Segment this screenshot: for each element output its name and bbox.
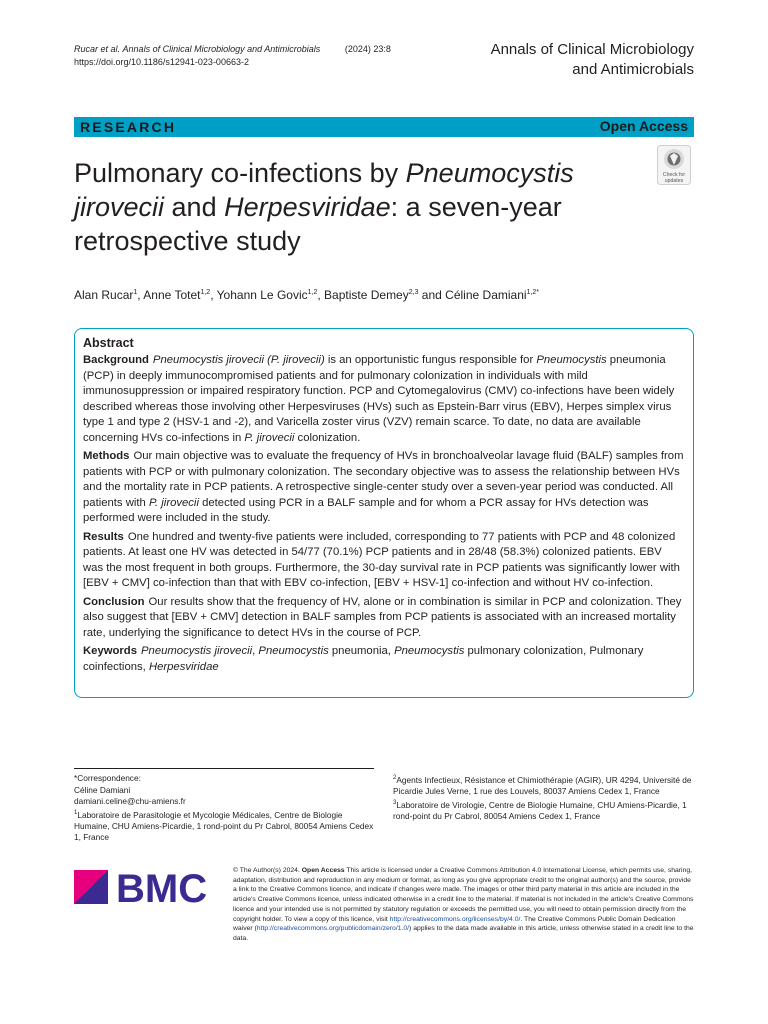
check-updates-line2: updates — [664, 178, 684, 184]
abstract-box — [74, 328, 694, 698]
footnotes-right — [393, 773, 693, 823]
abstract-background: Background Pneumocystis jirovecii (P. jirovecii) is an opportunistic fungus responsible for Pneumocystis pneumonia (PCP) in deeply immunocompromised patients and for pulmonary colonization in individuals with mild immunosuppression or impaired respiratory function. PCP and Cytomegalovirus (CMV) co-infections have been widely described whereas those involving other Herpesviruses (HVs) such as Epstein-Barr virus (EBV), Herpes simplex virus type 1 and type 2 (HSV-1 and -2), and Varicella zoster virus (VZV) remain scarce. To date, no data are available concerning HVs co-infections in P. jirovecii colonization. — [83, 354, 675, 444]
title-part2: and — [164, 192, 225, 222]
check-for-updates-badge[interactable] — [657, 145, 691, 185]
correspondence-label: *Correspondence: — [74, 773, 141, 783]
title-part3: : a seven-year retrospective study — [74, 192, 562, 256]
bmc-logo-icon — [74, 868, 214, 908]
author-2[interactable]: Anne Totet$^{1,2}$ — [143, 288, 211, 302]
title-italic2: Herpesviridae — [224, 192, 391, 222]
affiliation-2: $^2$Agents Infectieux, Résistance et Chimiothérapie (AGIR), UR 4294, Université de Picardie Jules Verne, 1 rue des Louvels, 80037 Amiens Cedex 1, France — [393, 774, 692, 797]
journal-name-line2: and Antimicrobials — [572, 61, 694, 78]
affiliation-3: $^3$Laboratoire de Virologie, Centre de Biologie Humaine, CHU Amiens-Picardie, 1 rond-point du Pr Cabrol, 80054 Amiens Cedex 1, France — [393, 799, 687, 822]
citation-journal: Annals of Clinical Microbiology and Antimicrobials — [122, 44, 321, 54]
license-link-by[interactable]: http://creativecommons.org/licenses/by/4.0/ — [389, 915, 521, 923]
author-1[interactable]: Alan Rucar$^1$ — [74, 288, 138, 302]
correspondence-email[interactable]: damiani.celine@chu-amiens.fr — [74, 796, 186, 806]
correspondence-name: Céline Damiani — [74, 784, 131, 795]
citation-header — [74, 43, 391, 69]
citation-authors: Rucar et al. — [74, 44, 121, 54]
abstract-results: Results One hundred and twenty-five patients were included, corresponding to 77 patients with PCP and 48 colonized patients. At least one HV was detected in 54/77 (70.1%) PCP patients and in 28/48 (58.3%) colonized patients. EBV was the most frequent in both groups. Furthermore, the 30-day survival rate in PCP patients was significantly lower with [EBV + CMV] co-infection than that with EBV co-infection, [EBV + HSV-1] co-infection and without HV co-infection. — [83, 530, 680, 589]
footnotes-left — [74, 773, 374, 844]
abstract-conclusion: Conclusion Our results show that the frequency of HV, alone or in combination is similar in PCP and colonization. They also suggest that [EBV + CMV] detection in BALF samples from PCP patients is associated with an increased mortality rate, underlying the significance to detect HVs in the course of PCP. — [83, 595, 682, 639]
abstract-methods: Methods Our main objective was to evaluate the frequency of HVs in bronchoalveolar lavage fluid (BALF) samples from patients with PCP or with pulmonary colonization. The secondary objective was to assess the relationship between HVs and the mortality rate in PCP patients. A retrospective single-center study over a seven-year period was conducted. All patients with P. jirovecii detected using PCR in a BALF sample and for whom a PCR assay for HVs detection was performed were included in the study. — [83, 450, 684, 524]
author-list: Alan Rucar$^1$, Anne Totet$^{1,2}$, Yohann Le Govic$^{1,2}$, Baptiste Demey$^{2,3}$ and Céline Damiani$^{1,2*}$ — [74, 288, 540, 302]
journal-name — [491, 40, 694, 80]
open-access-label: Open Access — [599, 118, 688, 134]
bmc-logo-text: BMC — [116, 868, 208, 908]
journal-name-line1: Annals of Clinical Microbiology — [490, 41, 694, 58]
bmc-logo — [74, 868, 214, 908]
footnote-divider — [74, 768, 374, 769]
author-3[interactable]: Yohann Le Govic$^{1,2}$ — [216, 288, 318, 302]
affiliation-1: $^1$Laboratoire de Parasitologie et Mycologie Médicales, Centre de Biologie Humaine, CHU Amiens-Picardie, 1 rond-point du Pr Cabrol, 80054 Amiens Cedex 1, France — [74, 809, 374, 843]
check-updates-line1: Check for — [662, 172, 686, 178]
license-link-zero[interactable]: http://creativecommons.org/publicdomain/zero/1.0/ — [256, 925, 410, 933]
author-4[interactable]: Baptiste Demey$^{2,3}$ — [324, 288, 419, 302]
citation-year: (2024) 23:8 — [344, 44, 391, 54]
doi-link[interactable]: https://doi.org/10.1186/s12941-023-00663-2 — [74, 57, 249, 67]
article-type-label: RESEARCH — [80, 119, 177, 135]
article-title — [74, 156, 614, 258]
title-italic1: Pneumocystis jirovecii — [74, 158, 574, 222]
check-for-updates-icon — [657, 145, 691, 185]
abstract-heading: Abstract — [83, 336, 134, 350]
title-part1: Pulmonary co-infections by — [74, 158, 406, 188]
license-text: © The Author(s) 2024. Open Access This article is licensed under a Creative Commons Attribution 4.0 International License, which permits use, sharing, adaptation, distribution and reproduction in any medium or format, as long as you give appropriate credit to the original author(s) and the source, provide a link to the Creative Commons licence, and indicate if changes were made. The images or other third party material in this article are included in the article's Creative Commons licence, unless indicated otherwise in a credit line to the material. If material is not included in the article's Creative Commons licence and your intended use is not permitted by statutory regulation or exceeds the permitted use, you will need to obtain permission directly from the copyright holder. To view a copy of this licence, visit http://creativecommons.org/licenses/by/4.0/. The Creative Commons Public Domain Dedication waiver (http://creativecommons.org/publicdomain/zero/1.0/) applies to the data made available in this article, unless otherwise stated in a credit line to the data. — [233, 867, 694, 942]
abstract-keywords: Keywords Pneumocystis jirovecii, Pneumocystis pneumonia, Pneumocystis pulmonary colonization, Pulmonary coinfections, Herpesviridae — [83, 645, 644, 673]
author-5[interactable]: Céline Damiani$^{1,2*}$ — [445, 288, 540, 302]
